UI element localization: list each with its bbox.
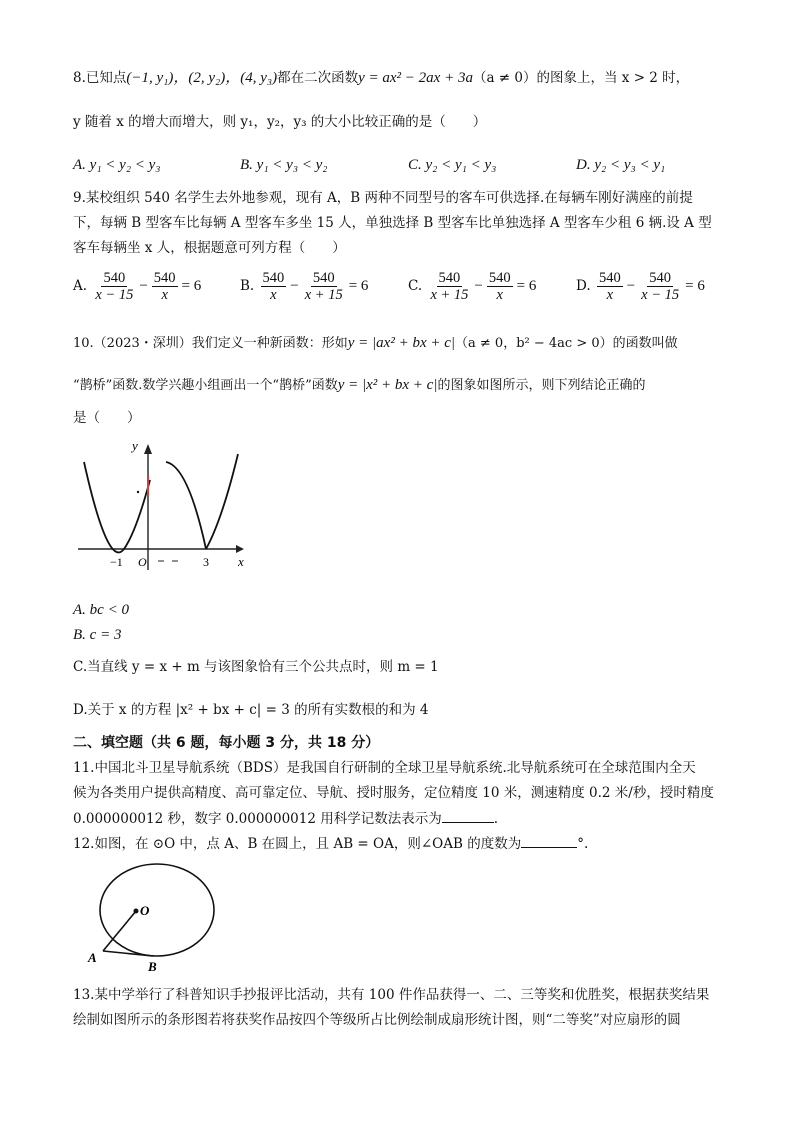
q8-option-d[interactable]: D. y₂ < y₃ < y₁ [576,157,666,173]
q8-function: y = ax² − 2ax + 3a [358,70,473,86]
q9-option-a[interactable]: A. $\frac{540}{x - 15}$ − $\frac{540}{x}$ = 6 [73,270,202,303]
fraction: $\frac{540}{x}$ [262,270,285,303]
q9-option-d[interactable]: D. $\frac{540}{x}$ − $\frac{540}{x - 15}$ = 6 [576,270,705,303]
answer-blank[interactable] [442,808,494,823]
center-point [134,909,139,914]
x-axis-arrow [236,545,244,553]
q8-line2: y 随着 x 的增大而增大，则 y₁，y₂，y₃ 的大小比较正确的是（ ） [73,114,487,130]
q8-option-b[interactable]: B. y₁ < y₃ < y₂ [240,157,328,173]
graph-hump-curve [166,462,206,549]
origin-label: O [138,555,147,569]
y-axis-arrow [144,444,152,454]
y-axis-label: y [132,440,138,453]
q10-option-c[interactable]: C.当直线 y = x + m 与该图象恰有三个公共点时，则 m = 1 [73,659,439,675]
section-heading: 二、填空题（共 6 题，每小题 3 分，共 18 分） [73,735,380,751]
q9-line2: 下，每辆 B 型客车比每辆 A 型客车多坐 15 人，单独选择 B 型客车比单独选择 A 型客车少租 6 辆.设 A 型 [73,215,712,231]
q10-line3: 是（ ） [73,410,141,426]
q11-line3: 0.000000012 秒，数字 0.000000012 用科学记数法表示为 . [73,808,498,829]
q10-option-b[interactable]: B. c = 3 [73,627,122,643]
q10-function-2: y = |x² + bx + c| [337,377,438,393]
q9-option-b[interactable]: B. $\frac{540}{x}$ − $\frac{540}{x + 15}$ = 6 [240,270,369,303]
label-a: A [88,950,97,965]
label-o: O [140,903,150,918]
q12-circle-figure [80,858,230,978]
circle-o [100,864,214,956]
q10-function: y = |ax² + bx + c| [347,335,456,351]
fraction: $\frac{540}{x}$ [153,270,176,303]
q9-line1: 9.某校组织 540 名学生去外地参观，现有 A，B 两种不同型号的客车可供选择.在每辆车刚好满座的前提 [73,190,693,206]
fraction: $\frac{540}{x + 15}$ [304,270,343,303]
q10-graph [70,440,250,580]
q12-line: 12.如图，在 ⊙O 中，点 A、B 在圆上，且 AB = OA，则∠OAB 的度数为 °. [73,833,588,854]
tick-label-3: 3 [203,555,209,569]
q10-option-d[interactable]: D.关于 x 的方程 |x² + bx + c| = 3 的所有实数根的和为 4 [73,702,429,718]
x-axis-label: x [238,554,244,569]
q13-line2: 绘制如图所示的条形图若将获奖作品按四个等级所占比例绘制成扇形统计图，则“二等奖”对应扇形的圆 [73,1012,681,1028]
fraction: $\frac{540}{x}$ [598,270,621,303]
q11-line1: 11.中国北斗卫星导航系统（BDS）是我国自行研制的全球卫星导航系统.北导航系统可在全球范围内全天 [73,760,696,776]
graph-left-curve [84,462,150,552]
answer-blank[interactable] [521,833,577,848]
label-b: B [148,959,157,974]
q10-line2: “鹊桥”函数.数学兴趣小组画出一个“鹊桥”函数y = |x² + bx + c|的图象如图所示，则下列结论正确的 [73,377,646,393]
q11-line2: 候为各类用户提供高精度、高可靠定位、导航、授时服务，定位精度 10 米，测速精度 0.2 米/秒，授时精度 [73,785,714,801]
fraction: $\frac{540}{x}$ [488,270,511,303]
q9-option-c[interactable]: C. $\frac{540}{x + 15}$ − $\frac{540}{x}$ = 6 [408,270,537,303]
q8-option-c[interactable]: C. y₂ < y₁ < y₃ [408,157,497,173]
q10-line1: 10.（2023・深圳）我们定义一种新函数：形如y = |ax² + bx + c|（a ≠ 0，b² − 4ac > 0）的函数叫做 [73,335,678,351]
fraction: $\frac{540}{x - 15}$ [95,270,134,303]
q8-option-a[interactable]: A. y₁ < y₂ < y₃ [73,157,161,173]
q8-line1: 8.已知点(−1, y₁)，(2, y₂)，(4, y₃)都在二次函数y = ax² − 2ax + 3a（a ≠ 0）的图象上，当 x > 2 时， [73,70,690,86]
fraction: $\frac{540}{x + 15}$ [430,270,469,303]
fraction: $\frac{540}{x - 15}$ [641,270,680,303]
q9-line3: 客车每辆坐 x 人，根据题意可列方程（ ） [73,240,346,256]
graph-right-curve [206,454,238,549]
q13-line1: 13.某中学举行了科普知识手抄报评比活动，共有 100 件作品获得一、二、三等奖和优胜奖，根据获奖结果 [73,987,710,1003]
graph-dot [137,491,139,493]
segment-ab [103,951,153,956]
q8-points: (−1, y₁)，(2, y₂)，(4, y₃) [126,70,278,86]
q10-option-a[interactable]: A. bc < 0 [73,602,129,618]
tick-label-neg1: −1 [110,555,123,569]
